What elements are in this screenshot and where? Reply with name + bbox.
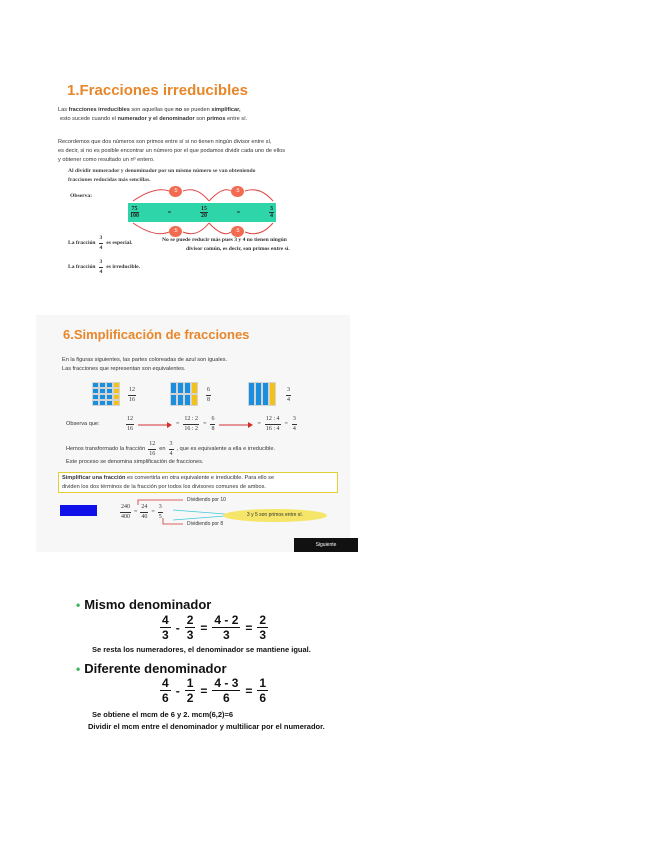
fraction-3-4: $\frac{3}{4}$ bbox=[269, 206, 273, 219]
heading-same-denominator: • Mismo denominador bbox=[76, 597, 212, 612]
section1-para1: Las fracciones irreducibles son aquellas que no se pueden simplificar, esto sucede cuando el numerador y el denominador son primos entre sí. bbox=[58, 107, 248, 122]
arrow-top-left-out bbox=[183, 190, 209, 201]
section6-title: 6.Simplificación de fracciones bbox=[63, 327, 250, 342]
arrow-top-left-in bbox=[133, 190, 169, 201]
arrow-bottom-left-out bbox=[183, 223, 209, 234]
example-fractions: $\frac{240}{400}$ = $\frac{24}{40}$ = $\frac{3}{5}$ bbox=[121, 504, 162, 520]
divisor-circle: :5 bbox=[231, 186, 244, 197]
fraction-figure-6-8 bbox=[170, 382, 198, 406]
transform-line: Hemos transformado la fracción $\frac{12}{16}$ en $\frac{3}{4}$ , que es equivalente a ella e irreducible. bbox=[66, 441, 276, 457]
simplification-chain: $\frac{12}{16}$ = $\frac{12 : 2}{16 : 2}$ = $\frac{6}{8}$ = $\frac{12 : 4}{16 : 4}$ = $\frac{3}{4}$ bbox=[127, 416, 296, 432]
divisor-circle: :5 bbox=[231, 226, 244, 237]
arrow-top-right-out bbox=[245, 190, 273, 201]
heading-different-denominator: • Diferente denominador bbox=[76, 661, 227, 676]
section1-para2: Recordemos que dos números son primos entre sí si no tienen ningún divisor entre sí, es decir, si no es posible encontrar un número por el que podamos dividir cada uno de ellos y obtener como resultado un nº entero. bbox=[58, 139, 285, 163]
equation-same-denominator: $\frac{4}{3}$ - $\frac{2}{3}$ = $\frac{4 - 2}{3}$ = $\frac{2}{3}$ bbox=[162, 613, 267, 642]
figure-label-3-4: $\frac{3}{4}$ bbox=[287, 387, 290, 403]
dividing-by-8-label: Dividiendo por 8 bbox=[187, 521, 224, 527]
irreducible-line: La fracción $\frac{3}{4}$ es irreducible. bbox=[68, 259, 141, 275]
equals-sign: = bbox=[167, 209, 172, 216]
especial-line: La fracción $\frac{3}{4}$ es especial. bbox=[68, 235, 133, 251]
divisor-circle: :5 bbox=[169, 226, 182, 237]
bullet-icon: • bbox=[76, 597, 81, 612]
arrow-bottom-right-in bbox=[209, 223, 231, 234]
next-button[interactable]: Siguiente bbox=[294, 538, 358, 552]
divisor-circle: :5 bbox=[169, 186, 182, 197]
arrow-bottom-right-out bbox=[245, 223, 273, 234]
section1-serif-intro: Al dividir numerador y denominador por un mismo número se van obteniendo fracciones reducidas más sencillas. bbox=[68, 168, 256, 183]
division-arrows bbox=[125, 182, 285, 242]
note-divide-multiply: Dividir el mcm entre el denominador y multilicar por el numerador. bbox=[88, 722, 325, 731]
dividing-by-10-label: Dividiendo por 10 bbox=[187, 497, 226, 503]
arrow-bottom-left-in bbox=[133, 223, 169, 234]
fraction-figure-3-4 bbox=[248, 382, 276, 406]
fraction-75-100: $\frac{75}{100}$ bbox=[130, 206, 139, 219]
arrow-right-icon bbox=[138, 422, 172, 428]
figure-label-6-8: $\frac{6}{8}$ bbox=[207, 387, 210, 403]
section1-title: 1.Fracciones irreducibles bbox=[67, 82, 248, 99]
observa-que-label: Observa que: bbox=[66, 421, 100, 427]
coprime-note: 3 y 5 son primos entre sí. bbox=[223, 509, 327, 522]
fraction-figure-12-16 bbox=[92, 382, 120, 406]
equation-different-denominator: $\frac{4}{6}$ - $\frac{1}{2}$ = $\frac{4 - 3}{6}$ = $\frac{1}{6}$ bbox=[162, 676, 267, 705]
note-same-denominator: Se resta los numeradores, el denominador se mantiene igual. bbox=[92, 645, 311, 654]
proceso-text: Este proceso se denomina simplificación de fracciones. bbox=[66, 459, 204, 465]
equals-sign: = bbox=[236, 209, 241, 216]
section6-intro: En la figuras siguientes, las partes coloreadas de azul son iguales. Las fracciones que representan son equivalentes. bbox=[62, 357, 228, 372]
figure-label-12-16: $\frac{12}{16}$ bbox=[129, 387, 135, 403]
bullet-icon: • bbox=[76, 661, 81, 676]
fraction-15-20: $\frac{15}{20}$ bbox=[200, 206, 207, 219]
arrow-top-right-in bbox=[209, 190, 231, 201]
observa-label: Observa: bbox=[70, 193, 93, 199]
definition-text: Simplificar una fracción es convertirla en otra equivalente e irreducible. Para ello se dividen los dos términos de la fracción por todos los divisores comunes de ambos. bbox=[62, 475, 275, 490]
note-mcm: Se obtiene el mcm de 6 y 2. mcm(6,2)=6 bbox=[92, 710, 234, 719]
example-blue-button[interactable] bbox=[60, 505, 97, 516]
especial-note: No se puede reducir más pues 3 y 4 no tienen ningún divisor común, es decir, son primos entre sí. bbox=[162, 237, 290, 252]
arrow-right-icon bbox=[219, 422, 253, 428]
